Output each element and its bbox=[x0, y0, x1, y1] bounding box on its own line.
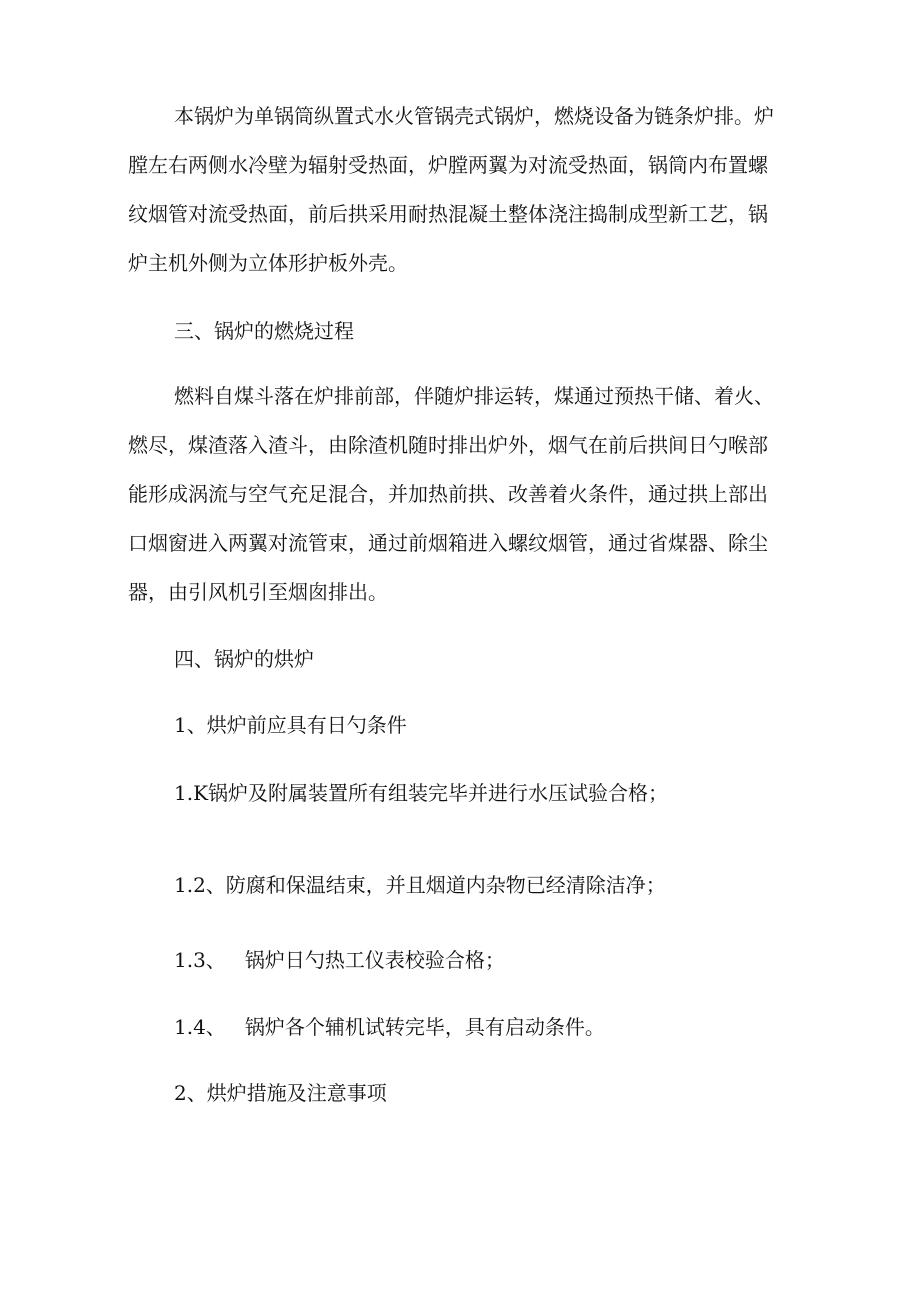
paragraph-line: 本锅炉为单锅筒纵置式水火管锅壳式锅炉，燃烧设备为链条炉排。炉 bbox=[174, 104, 774, 128]
subheading-measures: 2、烘炉措施及注意事项 bbox=[174, 1081, 387, 1105]
paragraph-line: 炉主机外侧为立体形护板外壳。 bbox=[128, 251, 408, 275]
subheading-prerequisites: 1、烘炉前应具有日勺条件 bbox=[174, 713, 407, 737]
list-item: 1.2、防腐和保温结束，并且烟道内杂物已经清除洁净； bbox=[174, 873, 666, 897]
list-item: 1.4、 锅炉各个辅机试转完毕，具有启动条件。 bbox=[174, 1015, 605, 1039]
paragraph-line: 膛左右两侧水冷壁为辐射受热面，炉膛两翼为对流受热面，锅筒内布置螺 bbox=[128, 153, 768, 177]
paragraph-line: 口烟窗进入两翼对流管束，通过前烟箱进入螺纹烟管，通过省煤器、除尘 bbox=[128, 531, 768, 555]
paragraph-boiler-description bbox=[128, 92, 794, 288]
paragraph-line: 燃尽，煤渣落入渣斗，由除渣机随时排出炉外，烟气在前后拱间日勺喉部 bbox=[128, 433, 768, 457]
paragraph-line: 纹烟管对流受热面，前后拱采用耐热混凝土整体浇注捣制成型新工艺，锅 bbox=[128, 202, 768, 226]
section-heading-baking: 四、锅炉的烘炉 bbox=[174, 647, 314, 671]
paragraph-line: 器，由引风机引至烟囱排出。 bbox=[128, 580, 388, 604]
section-heading-combustion: 三、锅炉的燃烧过程 bbox=[174, 319, 354, 343]
list-item: 1.K锅炉及附属装置所有组装完毕并进行水压试验合格； bbox=[174, 781, 669, 805]
paragraph-line: 能形成涡流与空气充足混合，并加热前拱、改善着火条件，通过拱上部出 bbox=[128, 482, 768, 506]
list-item: 1.3、 锅炉日勺热工仪表校验合格； bbox=[174, 948, 505, 972]
paragraph-combustion-process bbox=[128, 372, 794, 617]
paragraph-line: 燃料自煤斗落在炉排前部，伴随炉排运转，煤通过预热干储、着火、 bbox=[174, 384, 774, 408]
